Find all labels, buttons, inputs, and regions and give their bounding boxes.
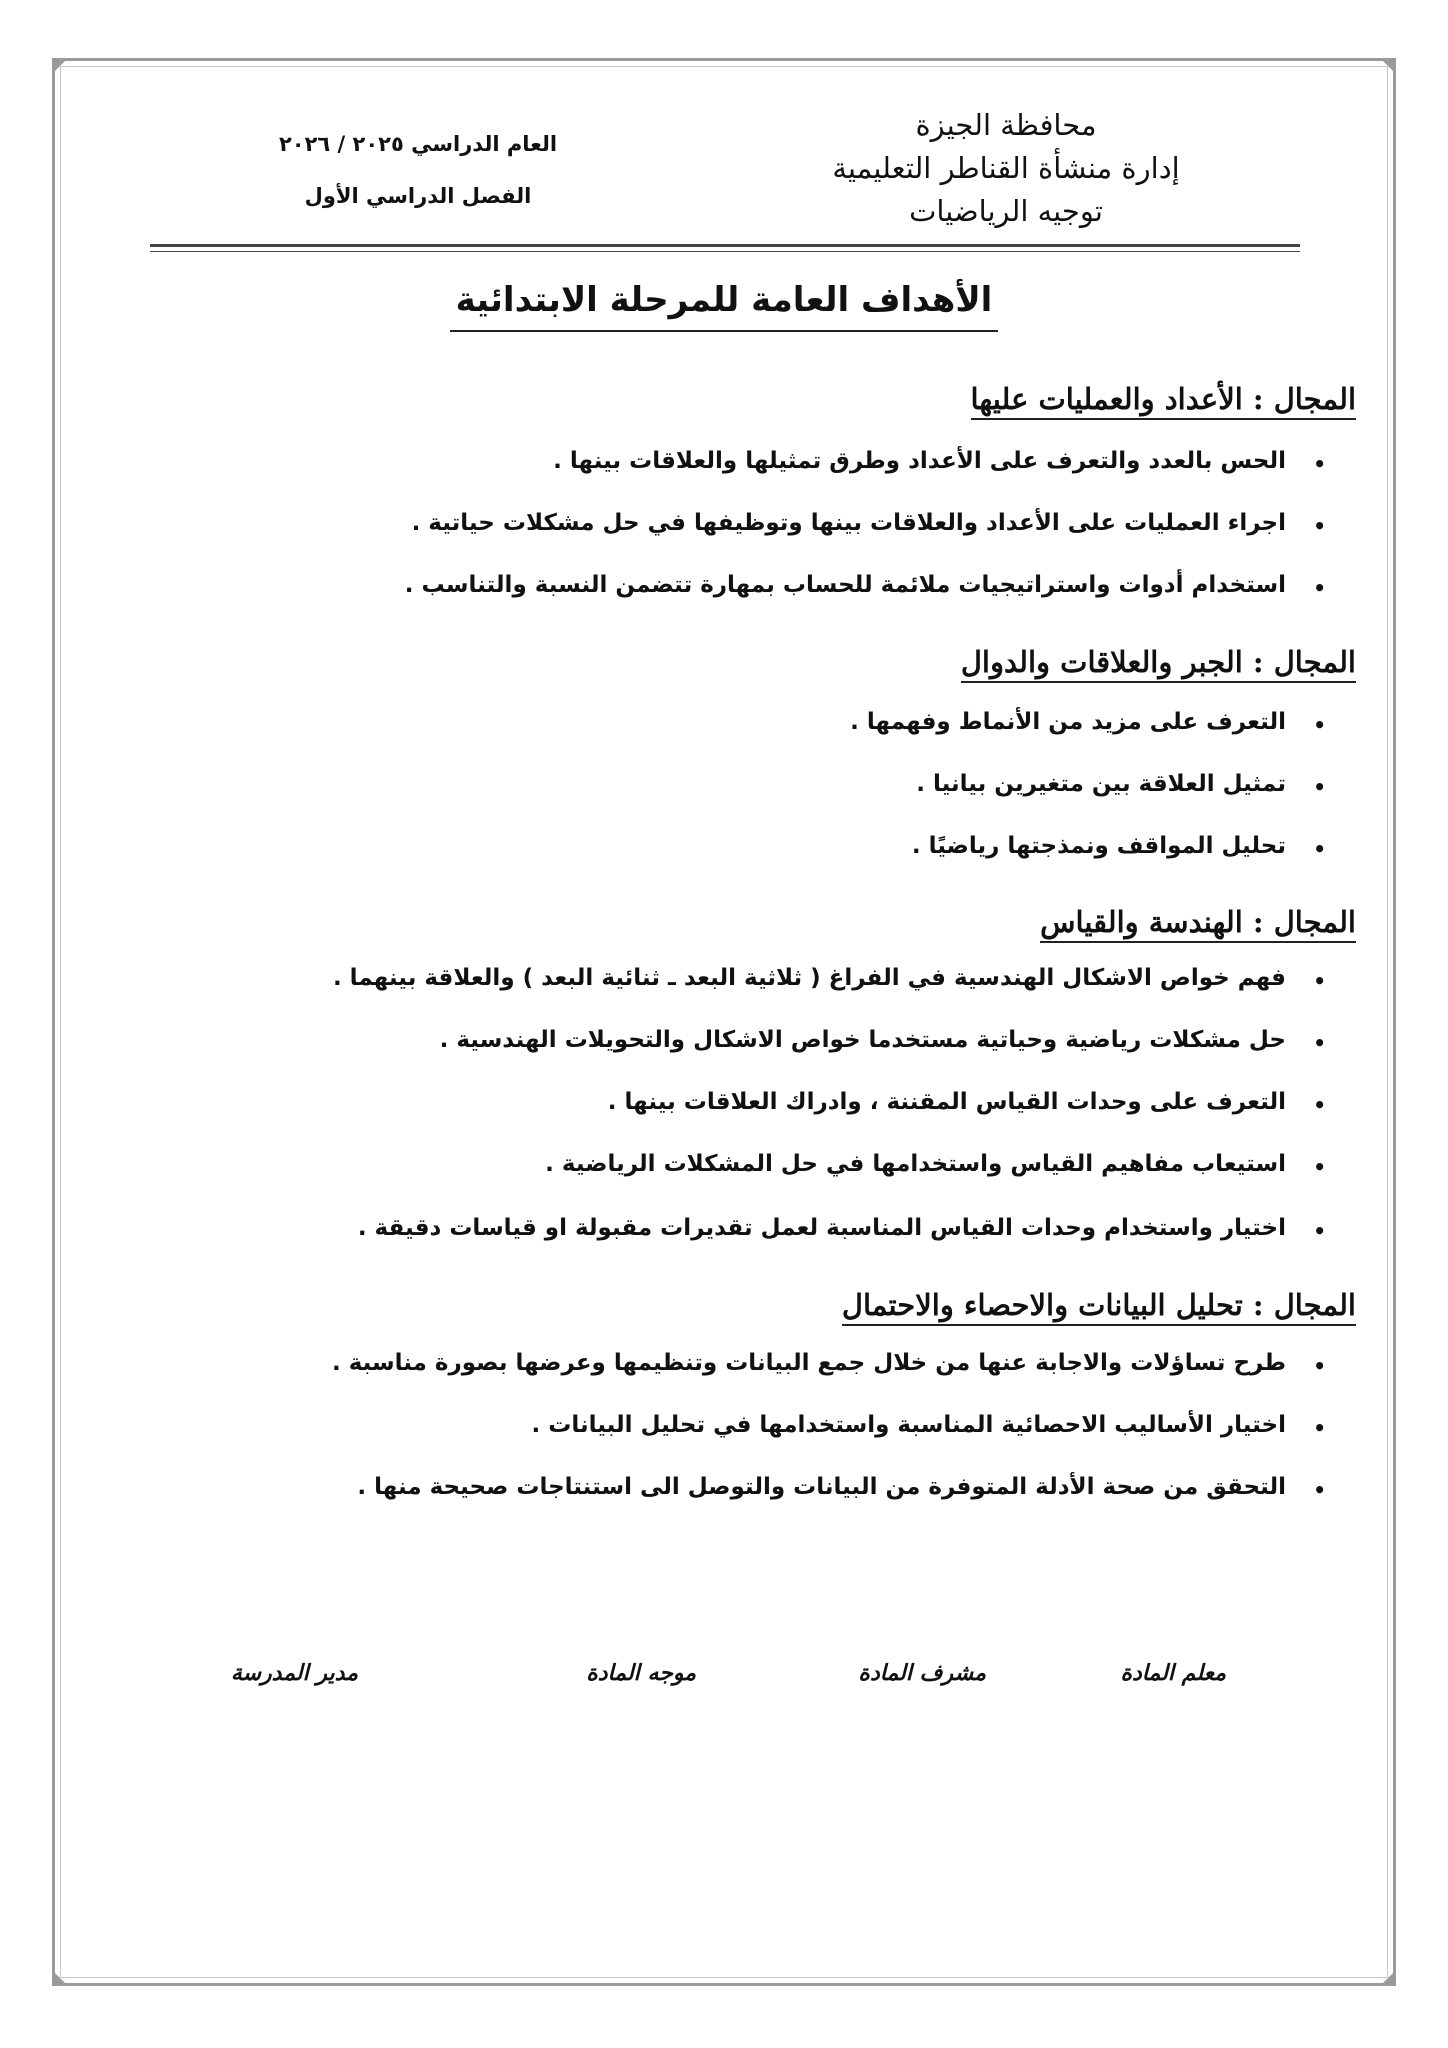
corner-ornament: [1380, 58, 1396, 74]
corner-ornament: [1380, 1970, 1396, 1986]
objective-item: اختيار واستخدام وحدات القياس المناسبة لعمل تقديرات مقبولة او قياسات دقيقة .: [357, 1215, 1286, 1241]
signature-inspector: موجه المادة: [586, 1660, 696, 1686]
bullet-icon: •: [1313, 1478, 1326, 1502]
bullet-icon: •: [1313, 514, 1326, 538]
objective-item: فهم خواص الاشكال الهندسية في الفراغ ( ثلاثية البعد ـ ثنائية البعد ) والعلاقة بينهما .: [332, 965, 1286, 991]
bullet-icon: •: [1313, 1219, 1326, 1243]
bullet-icon: •: [1313, 1155, 1326, 1179]
header-divider: [150, 251, 1300, 252]
objective-item: طرح تساؤلات والاجابة عنها من خلال جمع البيانات وتنظيمها وعرضها بصورة مناسبة .: [331, 1350, 1286, 1376]
signature-supervisor: مشرف المادة: [858, 1660, 986, 1686]
objective-item: استخدام أدوات واستراتيجيات ملائمة للحساب بمهارة تتضمن النسبة والتناسب .: [404, 572, 1286, 598]
bullet-icon: •: [1313, 775, 1326, 799]
bullet-icon: •: [1313, 1354, 1326, 1378]
objective-item: تمثيل العلاقة بين متغيرين بيانيا .: [916, 771, 1286, 797]
section-heading-numbers: المجال : الأعداد والعمليات عليها: [971, 382, 1356, 420]
objective-item: استيعاب مفاهيم القياس واستخدامها في حل المشكلات الرياضية .: [545, 1151, 1286, 1177]
objective-item: التعرف على مزيد من الأنماط وفهمها .: [850, 709, 1286, 735]
corner-ornament: [52, 58, 68, 74]
bullet-icon: •: [1313, 452, 1326, 476]
section-heading-statistics: المجال : تحليل البيانات والاحصاء والاحتمال: [842, 1288, 1356, 1326]
section-heading-geometry: المجال : الهندسة والقياس: [1040, 905, 1356, 943]
bullet-icon: •: [1313, 576, 1326, 600]
page-title-wrapper: [0, 280, 1448, 332]
objective-item: الحس بالعدد والتعرف على الأعداد وطرق تمثيلها والعلاقات بينها .: [553, 448, 1286, 474]
department-label: توجيه الرياضيات: [909, 194, 1103, 228]
header-authority: [796, 104, 1216, 233]
objective-item: التحقق من صحة الأدلة المتوفرة من البيانات والتوصل الى استنتاجات صحيحة منها .: [357, 1474, 1286, 1500]
objective-item: اختيار الأساليب الاحصائية المناسبة واستخدامها في تحليل البيانات .: [531, 1412, 1286, 1438]
objective-item: التعرف على وحدات القياس المقننة ، وادراك العلاقات بينها .: [607, 1089, 1286, 1115]
bullet-icon: •: [1313, 837, 1326, 861]
objective-item: اجراء العمليات على الأعداد والعلاقات بينها وتوظيفها في حل مشكلات حياتية .: [411, 510, 1286, 536]
objective-item: تحليل المواقف ونمذجتها رياضيًا .: [911, 833, 1286, 859]
semester-label: الفصل الدراسي الأول: [304, 184, 532, 208]
bullet-icon: •: [1313, 1031, 1326, 1055]
bullet-icon: •: [1313, 969, 1326, 993]
signature-principal: مدير المدرسة: [230, 1660, 358, 1686]
header-term: [258, 118, 578, 222]
objective-item: حل مشكلات رياضية وحياتية مستخدما خواص الاشكال والتحويلات الهندسية .: [439, 1027, 1286, 1053]
bullet-icon: •: [1313, 713, 1326, 737]
school-year-label: العام الدراسي ٢٠٢٥ / ٢٠٢٦: [278, 132, 558, 156]
section-heading-algebra: المجال : الجبر والعلاقات والدوال: [961, 645, 1356, 683]
page-title: الأهداف العامة للمرحلة الابتدائية: [450, 280, 999, 332]
governorate-label: محافظة الجيزة: [915, 108, 1097, 142]
page-border-inner: [60, 66, 1388, 1978]
bullet-icon: •: [1313, 1093, 1326, 1117]
header-divider: [150, 244, 1300, 247]
administration-label: إدارة منشأة القناطر التعليمية: [832, 151, 1180, 185]
bullet-icon: •: [1313, 1416, 1326, 1440]
corner-ornament: [52, 1970, 68, 1986]
signature-teacher: معلم المادة: [1120, 1660, 1226, 1686]
